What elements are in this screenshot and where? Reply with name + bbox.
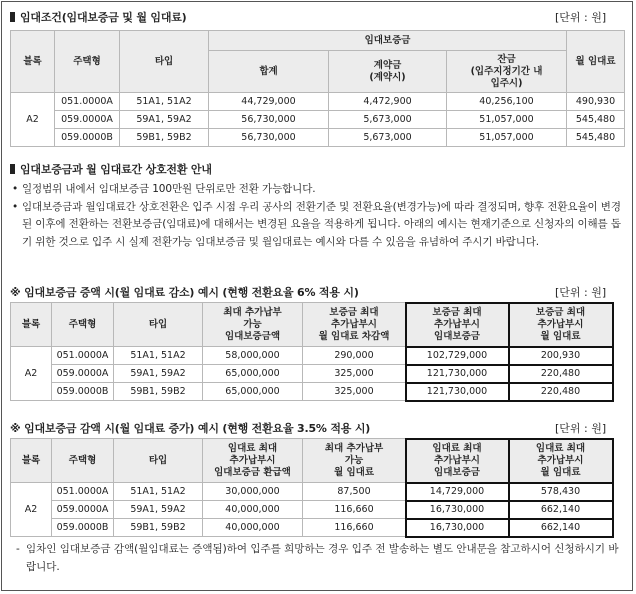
balance-cell: 51,057,000 [447,111,567,129]
header-resulting-deposit: 임대료 최대 추가납부시 임대보증금 [406,439,509,483]
header-max-additional-deposit: 최대 추가납부 가능 임대보증금액 [203,303,303,347]
section1-title: 임대조건(임대보증금 및 월 임대료) [10,9,187,25]
type-cell: 51A1, 51A2 [120,93,209,111]
housing-type-cell: 059.0000B [52,383,114,401]
header-housing-type: 주택형 [55,31,120,93]
table-row [11,501,613,519]
type-cell: 59B1, 59B2 [114,519,203,537]
value-cell: 16,730,000 [406,501,509,519]
header-deposit: 임대보증금 [209,31,567,51]
value-cell: 220,480 [509,383,613,401]
housing-type-cell: 059.0000B [52,519,114,537]
value-cell: 58,000,000 [203,347,303,365]
conversion-notes [12,181,624,251]
header-type: 타입 [120,31,209,93]
type-cell: 59A1, 59A2 [120,111,209,129]
value-cell: 65,000,000 [203,383,303,401]
value-cell: 30,000,000 [203,483,303,501]
footnote [12,541,622,576]
bullet-dot-icon: • [12,183,19,195]
balance-cell: 40,256,100 [447,93,567,111]
header-deposit-refund: 임대료 최대 추가납부시 임대보증금 환급액 [203,439,303,483]
contract-cell: 5,673,000 [329,129,447,147]
header-block: 블록 [11,439,52,483]
table-row [11,383,613,401]
header-balance: 잔금 (입주지정기간 내 입주시) [447,51,567,93]
header-resulting-deposit: 보증금 최대 추가납부시 임대보증금 [406,303,509,347]
table-row [11,365,613,383]
total-cell: 44,729,000 [209,93,329,111]
value-cell: 16,730,000 [406,519,509,537]
section2-title: 임대보증금과 월 임대료간 상호전환 안내 [10,161,212,177]
table-row [11,519,613,537]
type-cell: 51A1, 51A2 [114,347,203,365]
header-block: 블록 [11,31,55,93]
header-resulting-rent: 임대료 최대 추가납부시 월 임대료 [509,439,613,483]
value-cell: 116,660 [303,501,406,519]
rent-cell: 545,480 [567,129,625,147]
value-cell: 578,430 [509,483,613,501]
dash-bullet-icon: - [16,543,20,555]
contract-cell: 4,472,900 [329,93,447,111]
type-cell: 59A1, 59A2 [114,365,203,383]
value-cell: 325,000 [303,365,406,383]
section4-title: ※ 임대보증금 감액 시(월 임대료 증가) 예시 (현행 전환요율 3.5% 적용 시) [10,422,371,435]
header-type: 타입 [114,439,203,483]
housing-type-cell: 059.0000A [52,365,114,383]
section3-title: ※ 임대보증금 증액 시(월 임대료 감소) 예시 (현행 전환요율 6% 적용 시) [10,286,359,299]
section1-unit: [단위 : 원] [555,11,607,24]
value-cell: 290,000 [303,347,406,365]
value-cell: 662,140 [509,501,613,519]
value-cell: 121,730,000 [406,383,509,401]
housing-type-cell: 051.0000A [52,483,114,501]
housing-type-cell: 051.0000A [52,347,114,365]
table-row [11,111,625,129]
type-cell: 59B1, 59B2 [120,129,209,147]
square-bullet-icon [10,12,15,22]
value-cell: 325,000 [303,383,406,401]
section3-unit: [단위 : 원] [555,286,607,299]
value-cell: 121,730,000 [406,365,509,383]
block-cell: A2 [11,483,52,537]
rent-cell: 545,480 [567,111,625,129]
housing-type-cell: 059.0000A [52,501,114,519]
block-cell: A2 [11,93,55,147]
rent-cell: 490,930 [567,93,625,111]
block-cell: A2 [11,347,52,401]
header-total: 합계 [209,51,329,93]
list-item: - 임차인 임대보증금 감액(월임대료는 증액됨)하여 입주를 희망하는 경우 입주 전 발송하는 별도 안내문을 참고하시어 신청하시기 바랍니다. [16,543,619,573]
total-cell: 56,730,000 [209,111,329,129]
header-housing-type: 주택형 [52,303,114,347]
value-cell: 662,140 [509,519,613,537]
section4-unit: [단위 : 원] [555,422,607,435]
table-row [11,129,625,147]
value-cell: 40,000,000 [203,519,303,537]
value-cell: 102,729,000 [406,347,509,365]
header-monthly-rent: 월 임대료 [567,31,625,93]
header-max-additional-rent: 최대 추가납부 가능 월 임대료 [303,439,406,483]
type-cell: 51A1, 51A2 [114,483,203,501]
value-cell: 200,930 [509,347,613,365]
balance-cell: 51,057,000 [447,129,567,147]
value-cell: 65,000,000 [203,365,303,383]
value-cell: 40,000,000 [203,501,303,519]
header-block: 블록 [11,303,52,347]
header-resulting-rent: 보증금 최대 추가납부시 월 임대료 [509,303,613,347]
table-row [11,483,613,501]
header-rent-deduction: 보증금 최대 추가납부시 월 임대료 차감액 [303,303,406,347]
housing-type-cell: 059.0000A [55,111,120,129]
deposit-decrease-table [10,438,613,537]
table-row [11,347,613,365]
list-item: • 임대보증금과 월임대료간 상호전환은 입주 시점 우리 공사의 전환기준 및 전환요율(변경가능)에 따라 결정되며, 향후 전환요율이 변경된 이후에 전환하는 전환보증금(임대료)에 대해서는 변경된 요율을 적용하게 됩니다. 아래의 예시는 현재기준으로 신청자의 이해를 돕기 위한 것으로 입주 시 실제 전환가능 임대보증금 및 월임대료는 예시와 다를 수 있음을 유념하여 주시기 바랍니다. [12,200,621,248]
table-row [11,93,625,111]
header-type: 타입 [114,303,203,347]
header-housing-type: 주택형 [52,439,114,483]
contract-cell: 5,673,000 [329,111,447,129]
bullet-dot-icon: • [12,200,19,213]
value-cell: 116,660 [303,519,406,537]
square-bullet-icon [10,164,15,174]
value-cell: 87,500 [303,483,406,501]
deposit-increase-table [10,302,613,401]
housing-type-cell: 051.0000A [55,93,120,111]
total-cell: 56,730,000 [209,129,329,147]
rent-conditions-table [10,30,625,147]
value-cell: 14,729,000 [406,483,509,501]
type-cell: 59B1, 59B2 [114,383,203,401]
list-item: • 일정범위 내에서 임대보증금 100만원 단위로만 전환 가능합니다. [12,181,624,199]
housing-type-cell: 059.0000B [55,129,120,147]
header-contract: 계약금 (계약시) [329,51,447,93]
type-cell: 59A1, 59A2 [114,501,203,519]
value-cell: 220,480 [509,365,613,383]
